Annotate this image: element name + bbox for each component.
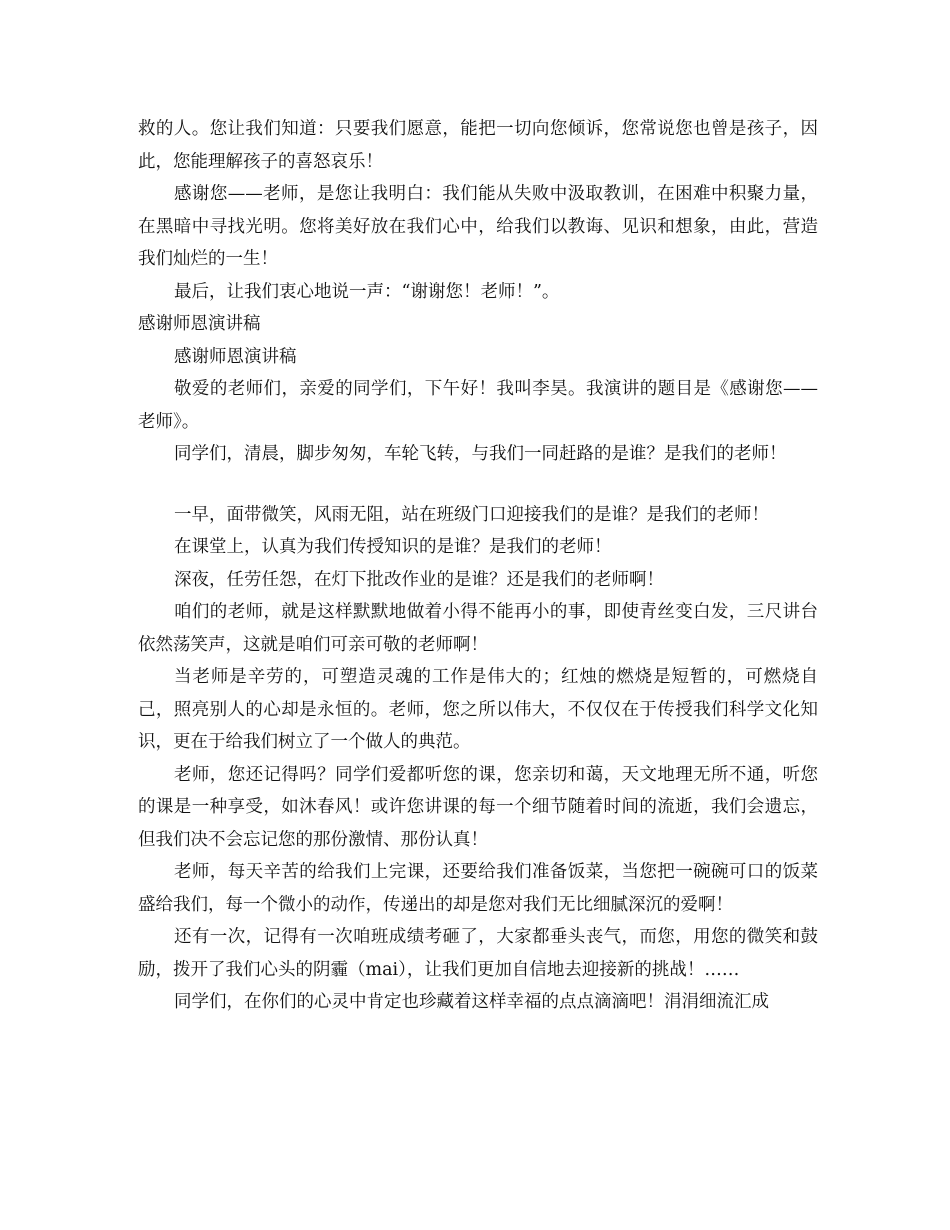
paragraph: 同学们，在你们的心灵中肯定也珍藏着这样幸福的点点滴滴吧！涓涓细流汇成 (174, 992, 769, 1012)
paragraph: 最后，让我们衷心地说一声：“谢谢您！老师！”。 (174, 281, 560, 302)
paragraph: 老师，每天辛苦的给我们上完课，还要给我们准备饭菜，当您把一碗碗可口的饭菜盛给我们，每一个微小的动作，传递出的却是您对我们无比细腻深沉的爱啊！ (138, 862, 818, 915)
paragraph: 深夜，任劳任怨，在灯下批改作业的是谁？还是我们的老师啊！ (174, 569, 664, 590)
paragraph: 救的人。您让我们知道：只要我们愿意，能把一切向您倾诉，您常说您也曾是孩子，因此，您能理解孩子的喜怒哀乐！ (138, 119, 818, 172)
paragraph: 一早，面带微笑，风雨无阻，站在班级门口迎接我们的是谁？是我们的老师！ (174, 504, 769, 525)
section-title: 感谢师恩演讲稿 (138, 314, 261, 334)
paragraph: 老师，您还记得吗？同学们爱都听您的课，您亲切和蔼，天文地理无所不通，听您的课是一种享受，如沐春风！或许您讲课的每一个细节随着时间的流逝，我们会遗忘，但我们决不会忘记您的那份激情、那份认真！ (138, 764, 818, 850)
paragraph: 当老师是辛劳的，可塑造灵魂的工作是伟大的；红烛的燃烧是短暂的，可燃烧自己，照亮别人的心却是永恒的。老师，您之所以伟大，不仅仅在于传授我们科学文化知识，更在于给我们树立了一个做人的典范。 (138, 667, 818, 752)
document-body (138, 113, 818, 1019)
blank-line (138, 471, 818, 499)
paragraph: 还有一次，记得有一次咱班成绩考砸了，大家都垂头丧气，而您，用您的微笑和鼓励，拨开了我们心头的阴霾（mai），让我们更加自信地去迎接新的挑战！…… (138, 927, 818, 980)
paragraph: 敬爱的老师们，亲爱的同学们，下午好！我叫李昊。我演讲的题目是《感谢您——老师》。 (138, 379, 818, 432)
paragraph: 同学们，清晨，脚步匆匆，车轮飞转，与我们一同赶路的是谁？是我们的老师！ (174, 444, 787, 464)
paragraph: 感谢您——老师，是您让我明白：我们能从失败中汲取教训，在困难中积聚力量，在黑暗中寻找光明。您将美好放在我们心中，给我们以教诲、见识和想象，由此，营造我们灿烂的一生！ (138, 184, 818, 269)
speech-title: 感谢师恩演讲稿 (174, 346, 297, 367)
paragraph: 咱们的老师，就是这样默默地做着小得不能再小的事，即使青丝变白发，三尺讲台依然荡笑声，这就是咱们可亲可敬的老师啊！ (138, 602, 818, 655)
paragraph: 在课堂上，认真为我们传授知识的是谁？是我们的老师！ (174, 537, 612, 557)
